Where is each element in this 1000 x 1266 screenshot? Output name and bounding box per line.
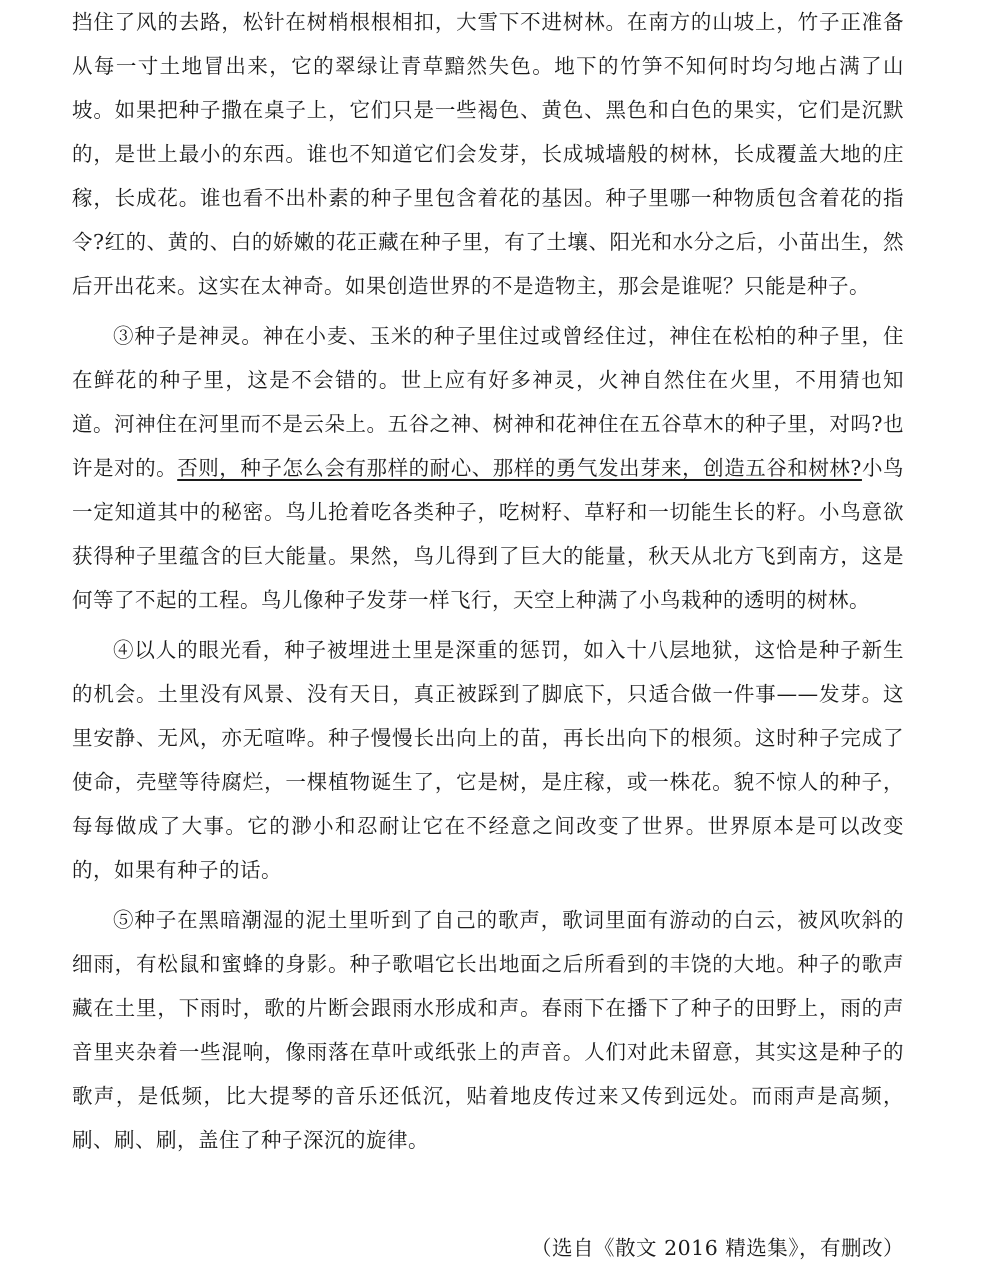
source-citation: （选自《散文 2016 精选集》，有删改） [531, 1236, 904, 1260]
paragraph-text: 小鸟一定知道其中的秘密。鸟儿抢着吃各类种子，吃树籽、草籽和一切能生长的籽。小鸟意欲获得种子里蕴含的巨大能量。果然，鸟儿得到了巨大的能量，秋天从北方飞到南方，这是何等了不起的工程。鸟儿像种子发芽一样飞行，天空上种满了小鸟栽种的透明的树林。 [72, 456, 905, 612]
article-body [72, 0, 904, 1168]
paragraph-4 [72, 628, 904, 892]
paragraph-3 [72, 314, 904, 622]
paragraph-5 [72, 898, 904, 1162]
paragraph-text: ⑤种子在黑暗潮湿的泥土里听到了自己的歌声，歌词里面有游动的白云，被风吹斜的细雨，有松鼠和蜜蜂的身影。种子歌唱它长出地面之后所看到的丰饶的大地。种子的歌声藏在土里，下雨时，歌的片断会跟雨水形成和声。春雨下在播下了种子的田野上，雨的声音里夹杂着一些混响，像雨落在草叶或纸张上的声音。人们对此未留意，其实这是种子的歌声，是低频，比大提琴的音乐还低沉，贴着地皮传过来又传到远处。而雨声是高频，刷、刷、刷，盖住了种子深沉的旋律。 [72, 908, 904, 1152]
paragraph-continued [72, 0, 904, 308]
underlined-sentence: 否则，种子怎么会有那样的耐心、那样的勇气发出芽来，创造五谷和树林? [177, 456, 862, 480]
paragraph-text: ③种子是神灵。神在小麦、玉米的种子里住过或曾经住过，神住在松柏的种子里，住在鲜花的种子里，这是不会错的。世上应有好多神灵，火神自然住在火里，不用猜也知道。河神住在河里而不是云朵上。五谷之神、树神和花神住在五谷草木的种子里，对吗?也许是对的。 [72, 324, 904, 480]
paragraph-text: ④以人的眼光看，种子被埋进土里是深重的惩罚，如入十八层地狱，这恰是种子新生的机会。土里没有风景、没有天日，真正被踩到了脚底下，只适合做一件事——发芽。这里安静、无风，亦无喧哗。种子慢慢长出向上的苗，再长出向下的根须。这时种子完成了使命，壳壁等待腐烂，一棵植物诞生了，它是树，是庄稼，或一株花。貌不惊人的种子，每每做成了大事。它的渺小和忍耐让它在不经意之间改变了世界。世界原本是可以改变的，如果有种子的话。 [72, 638, 904, 882]
paragraph-text: 挡住了风的去路，松针在树梢根根相扣，大雪下不进树林。在南方的山坡上，竹子正准备从每一寸土地冒出来，它的翠绿让青草黯然失色。地下的竹笋不知何时均匀地占满了山坡。如果把种子撒在桌子上，它们只是一些褐色、黄色、黑色和白色的果实，它们是沉默的，是世上最小的东西。谁也不知道它们会发芽，长成城墙般的树林，长成覆盖大地的庄稼，长成花。谁也看不出朴素的种子里包含着花的基因。种子里哪一种物质包含着花的指令?红的、黄的、白的娇嫩的花正藏在种子里，有了土壤、阳光和水分之后，小苗出生，然后开出花来。这实在太神奇。如果创造世界的不是造物主，那会是谁呢？只能是种子。 [72, 10, 904, 298]
